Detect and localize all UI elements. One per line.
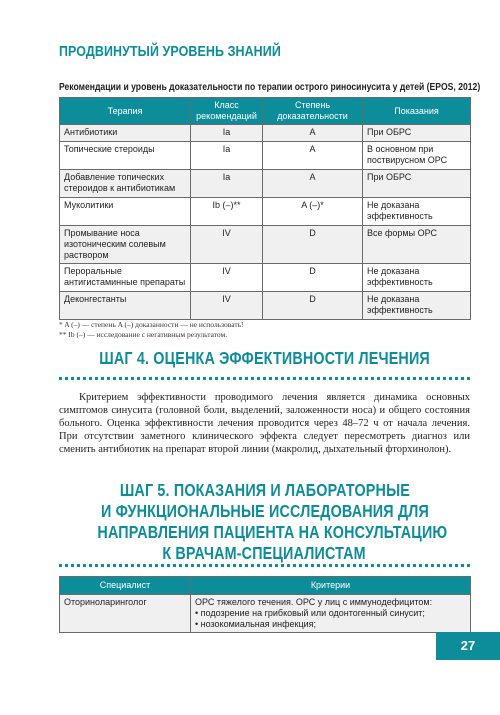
- header-therapy: Терапия: [60, 98, 191, 125]
- dotted-divider: [59, 377, 470, 383]
- step5-heading-line-1: ШАГ 5. ПОКАЗАНИЯ И ЛАБОРАТОРНЫЕ: [119, 480, 410, 500]
- cell-indications: Не доказана эффективность: [363, 292, 471, 320]
- cell-indications: В основном при поствирусном ОРС: [363, 142, 471, 170]
- cell-class: IV: [191, 264, 263, 292]
- step4-heading: [59, 348, 470, 369]
- specialist-table: [59, 576, 471, 633]
- cell-therapy: Топические стероиды: [60, 142, 191, 170]
- cell-evidence: A (–)*: [263, 198, 363, 226]
- cell-class: Ib (–)**: [191, 198, 263, 226]
- cell-indications: При ОБРС: [363, 125, 471, 142]
- table-row: [60, 264, 471, 292]
- step5-heading-line-3: НАПРАВЛЕНИЯ ПАЦИЕНТА НА КОНСУЛЬТАЦИЮ: [97, 522, 448, 542]
- cell-therapy: Муколитики: [60, 198, 191, 226]
- cell-evidence: A: [263, 142, 363, 170]
- cell-evidence: D: [263, 264, 363, 292]
- step4-heading-text: ШАГ 4. ОЦЕНКА ЭФФЕКТИВНОСТИ ЛЕЧЕНИЯ: [99, 348, 430, 368]
- header-class: Класс рекомендаций: [191, 98, 263, 125]
- cell-class: IV: [191, 226, 263, 264]
- therapy-table: [59, 97, 471, 320]
- cell-therapy: Антибиотики: [60, 125, 191, 142]
- cell-therapy: Промывание носа изотоническим солевым раствором: [60, 226, 191, 264]
- cell-therapy: Добавление топических стероидов к антибиотикам: [60, 170, 191, 198]
- table-title: Рекомендации и уровень доказательности по терапии острого риносинусита у детей (EPOS, 2012): [59, 82, 481, 93]
- cell-indications: Не доказана эффективность: [363, 198, 471, 226]
- cell-specialist: Оториноларинголог: [60, 595, 191, 633]
- cell-indications: Все формы ОРС: [363, 226, 471, 264]
- cell-indications: При ОБРС: [363, 170, 471, 198]
- header-evidence: Степень доказательности: [263, 98, 363, 125]
- footnote-2: ** Ib (–) — исследование с негативным результатом.: [59, 330, 228, 339]
- step4-paragraph: Критерием эффективности проводимого лечения является динамика основных симптомов синусита (головной боли, выделений, заложенности носа) и общего состояния больного. Оценка эффективности лечения проводится через 48–72 ч от начала лечения. При отсутствии заметного клинического эффекта следует пересмотреть диагноз или сменить антибиотик на препарат второй линии (макролид, дыхательный фторхинолон).: [59, 392, 470, 455]
- criteria-bullet: • подозрение на грибковый или одонтогенный синусит;: [195, 608, 425, 618]
- cell-therapy: Деконгестанты: [60, 292, 191, 320]
- table-row: [60, 226, 471, 264]
- step5-heading-line-2: И ФУНКЦИОНАЛЬНЫЕ ИССЛЕДОВАНИЯ ДЛЯ: [100, 501, 429, 521]
- header-criteria: Критерии: [191, 577, 471, 595]
- table-row: [60, 125, 471, 142]
- cell-class: Ia: [191, 142, 263, 170]
- cell-indications: Не доказана эффективность: [363, 264, 471, 292]
- dotted-divider: [59, 564, 470, 570]
- table-row: [60, 142, 471, 170]
- criteria-intro: ОРС тяжелого течения. ОРС у лиц с иммунодефицитом:: [195, 597, 433, 607]
- cell-class: IV: [191, 292, 263, 320]
- header-specialist: Специалист: [60, 577, 191, 595]
- cell-evidence: D: [263, 226, 363, 264]
- step5-heading-line-4: К ВРАЧАМ-СПЕЦИАЛИСТАМ: [162, 543, 367, 563]
- cell-evidence: A: [263, 170, 363, 198]
- cell-class: Ia: [191, 125, 263, 142]
- table-row: [60, 198, 471, 226]
- cell-class: Ia: [191, 170, 263, 198]
- page-number: 27: [436, 632, 500, 660]
- footnotes: [59, 320, 244, 340]
- criteria-bullet: • нозокомиальная инфекция;: [195, 619, 317, 629]
- header-indications: Показания: [363, 98, 471, 125]
- cell-evidence: D: [263, 292, 363, 320]
- table-row: [60, 292, 471, 320]
- footnote-1: * A (–) — степень A (–) доказанности — не использовать!: [59, 320, 244, 329]
- cell-therapy: Пероральные антигистаминные препараты: [60, 264, 191, 292]
- table-row: [60, 170, 471, 198]
- step5-heading: [59, 480, 470, 564]
- cell-evidence: A: [263, 125, 363, 142]
- table-row: [60, 595, 471, 633]
- section-heading: ПРОДВИНУТЫЙ УРОВЕНЬ ЗНАНИЙ: [59, 44, 281, 60]
- cell-criteria: [191, 595, 471, 633]
